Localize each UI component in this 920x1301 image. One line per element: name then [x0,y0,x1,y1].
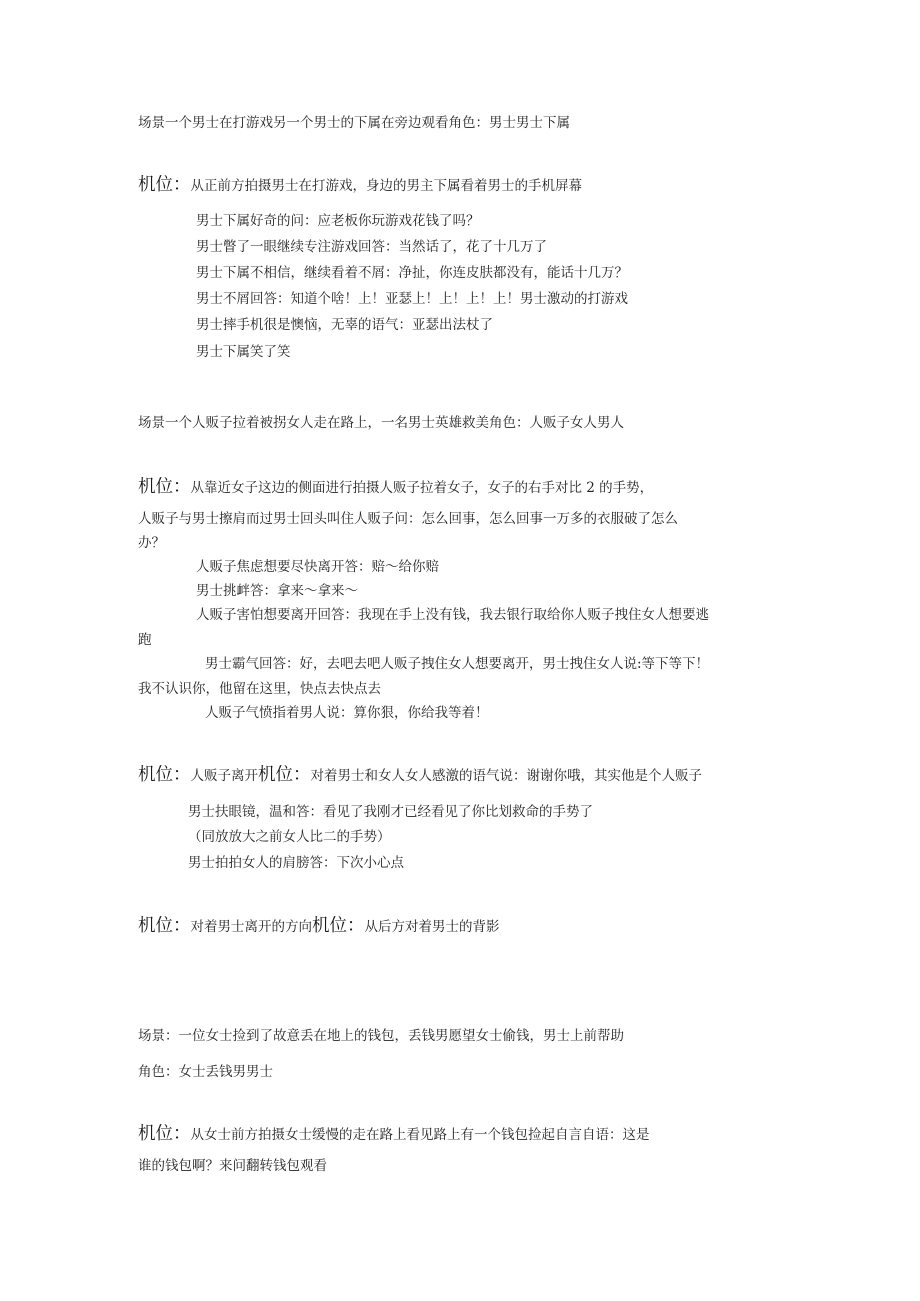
camera-text: 人贩子离开 [190,768,258,784]
camera-text: 从后方对着男士的背影 [364,919,500,935]
scene2-dialogue-4-cont: 我不认识你，他留在这里，快点去快点去 [138,681,381,697]
camera-label: 机位： [138,477,191,497]
scene3-header: 场景：一位女士捡到了故意丢在地上的钱包，丢钱男愿望女士偷钱，男士上前帮助 [138,1028,624,1044]
scene2-camera-line-2 [138,767,702,785]
scene2-dialogue-3-cont: 跑 [138,632,152,648]
scene1-dialogue-5: 男士摔手机很是懊恼，无辜的语气：亚瑟出法杖了 [196,317,493,333]
scene3-camera-line-cont: 谁的钱包啊？来问翻转钱包观看 [138,1158,327,1174]
scene1-header: 场景一个男士在打游戏另一个男士的下属在旁边观看角色：男士男士下属 [138,115,570,131]
scene2-dialogue-2: 男士挑衅答：拿来～拿来～ [196,583,358,599]
camera-label: 机位： [138,1124,191,1144]
scene2-header: 场景一个人贩子拉着被拐女人走在路上，一名男士英雄救美角色：人贩子女人男人 [138,415,624,431]
scene2-camera-line-3 [138,918,500,936]
scene2-camera-line-1 [138,479,653,497]
scene2-dialogue2-3: 男士拍拍女人的肩膀答：下次小心点 [188,855,404,871]
scene2-dialogue2-2: （同放放大之前女人比二的手势） [188,829,391,845]
scene2-camera-line-1-cont: 人贩子与男士擦肩而过男士回头叫住人贩子问：怎么回事，怎么回事一万多的衣服破了怎么 [138,511,678,527]
camera-text: 从靠近女子这边的侧面进行拍摄人贩子拉着女子，女子的右手对比 2 的手势， [190,480,654,496]
scene2-camera-line-1-cont2: 办？ [138,535,165,551]
scene1-camera-line [138,177,582,195]
scene2-dialogue-4: 男士霸气回答：好，去吧去吧人贩子拽住女人想要离开，男士拽住女人说:等下等下！ [205,656,710,672]
scene1-dialogue-2: 男士瞥了一眼继续专注游戏回答：当然话了，花了十几万了 [196,239,547,255]
scene3-camera-line [138,1126,650,1144]
camera-text: 对着男士离开的方向 [190,919,312,935]
scene1-dialogue-1: 男士下属好奇的问：应老板你玩游戏花钱了吗？ [196,213,480,229]
scene2-dialogue-1: 人贩子焦虑想要尽快离开答：赔～给你赔 [196,559,439,575]
camera-label: 机位： [312,916,365,936]
scene2-dialogue-3: 人贩子害怕想要离开回答：我现在手上没有钱，我去银行取给你人贩子拽住女人想要逃 [196,607,709,623]
scene1-dialogue-3: 男士下属不相信，继续看着不屑：净扯，你连皮肤都没有，能话十几万？ [196,265,628,281]
camera-label: 机位： [258,765,311,785]
scene3-roles: 角色：女士丢钱男男士 [138,1064,273,1080]
scene2-dialogue-5: 人贩子气愤指着男人说：算你狠，你给我等着！ [205,705,489,721]
camera-text: 对着男士和女人女人感激的语气说：谢谢你哦，其实他是个人贩子 [310,768,702,784]
camera-label: 机位： [138,175,191,195]
scene2-dialogue2-1: 男士扶眼镜，温和答：看见了我刚才已经看见了你比划救命的手势了 [188,804,593,820]
camera-text: 从正前方拍摄男士在打游戏，身边的男主下属看着男士的手机屏幕 [190,178,582,194]
scene1-dialogue-4: 男士不屑回答：知道个啥！上！亚瑟上！上！上！上！男士激动的打游戏 [196,291,628,307]
camera-text: 从女士前方拍摄女士缓慢的走在路上看见路上有一个钱包捡起自言自语：这是 [190,1127,650,1143]
camera-label: 机位： [138,765,191,785]
scene1-dialogue-6: 男士下属笑了笑 [196,344,291,360]
camera-label: 机位： [138,916,191,936]
